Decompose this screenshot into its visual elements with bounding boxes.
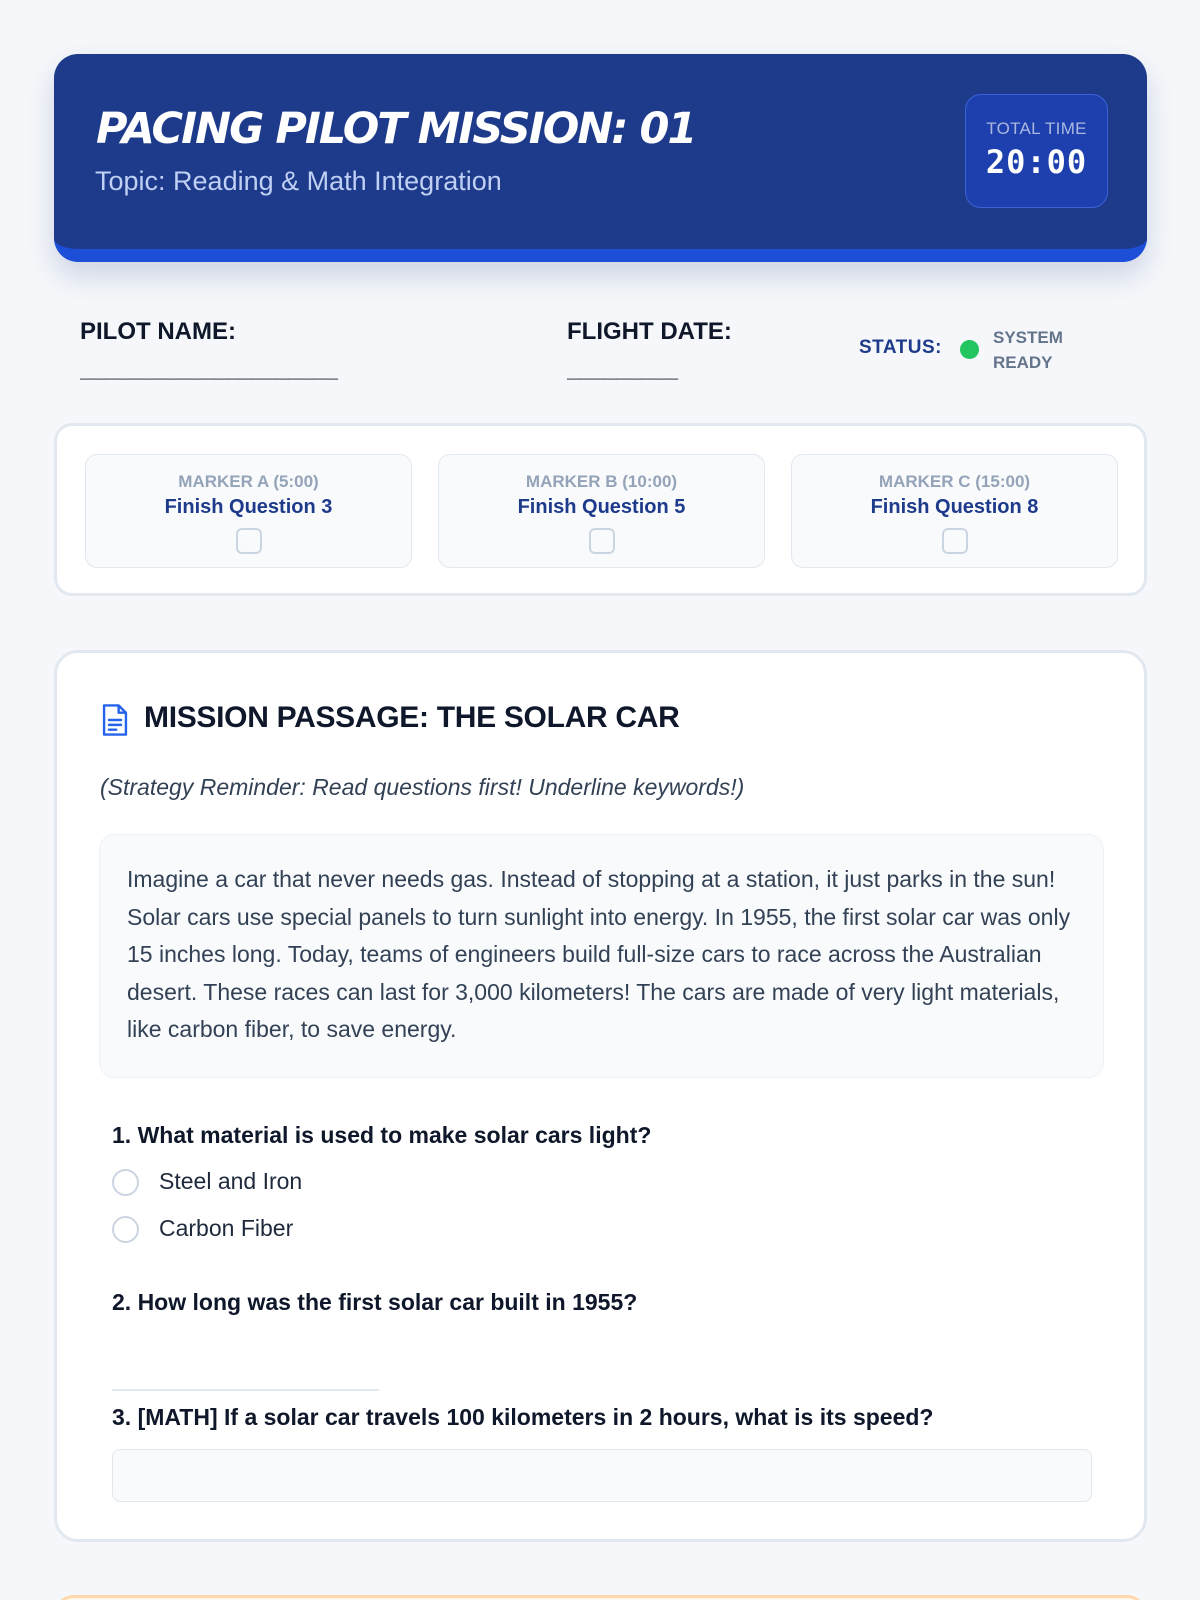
mission-title: PACING PILOT MISSION: 01	[96, 104, 696, 154]
status-indicator-dot	[960, 340, 979, 359]
passage-title: MISSION PASSAGE: THE SOLAR CAR	[144, 701, 680, 734]
radio-button[interactable]	[112, 1216, 139, 1243]
pilot-name-line[interactable]: _____________________	[80, 355, 338, 380]
marker-c-label: MARKER C (15:00)	[878, 472, 1031, 491]
marker-a-label: MARKER A (5:00)	[178, 472, 319, 491]
strategy-reminder: (Strategy Reminder: Read questions first! Underline keywords!)	[100, 774, 745, 800]
pilot-name-label: PILOT NAME:	[80, 318, 236, 345]
flight-date-line[interactable]: _________	[567, 355, 678, 380]
marker-b-card	[438, 454, 765, 568]
passage-box	[99, 834, 1104, 1078]
document-icon	[100, 703, 130, 737]
mission-topic: Topic: Reading & Math Integration	[95, 166, 502, 196]
next-section-panel	[54, 1595, 1147, 1600]
q2-answer-input[interactable]	[112, 1361, 379, 1391]
pacing-markers-panel	[54, 423, 1147, 596]
marker-b-label: MARKER B (10:00)	[525, 472, 678, 491]
total-time-value: 20:00	[985, 143, 1088, 181]
marker-c-task: Finish Question 8	[870, 496, 1039, 518]
passage-text: Imagine a car that never needs gas. Instead of stopping at a station, it just parks in the sun! Solar cars use special panels to turn sunlight into energy. In 1955, the first solar car was only 15 inches long. Today, teams of engineers build full-size cars to race across the Australian desert. These races can last for 3,000 kilometers! The cars are made of very light materials, like carbon fiber, to save energy.	[127, 866, 1071, 1043]
question-3: 3. [MATH] If a solar car travels 100 kilometers in 2 hours, what is its speed?	[112, 1404, 934, 1430]
option-label: Steel and Iron	[159, 1168, 303, 1194]
question-2: 2. How long was the first solar car built in 1955?	[112, 1289, 638, 1315]
status-label: STATUS:	[859, 337, 943, 358]
marker-b-checkbox[interactable]	[589, 528, 615, 554]
marker-c-card	[791, 454, 1118, 568]
marker-a-task: Finish Question 3	[164, 496, 333, 518]
radio-button[interactable]	[112, 1169, 139, 1196]
marker-b-task: Finish Question 5	[517, 496, 686, 518]
flight-date-label: FLIGHT DATE:	[567, 318, 732, 345]
marker-a-card	[85, 454, 412, 568]
option-label: Carbon Fiber	[159, 1215, 294, 1241]
marker-c-checkbox[interactable]	[942, 528, 968, 554]
status-text: SYSTEM READY	[993, 328, 1063, 372]
total-time-label: TOTAL TIME	[986, 119, 1087, 138]
mission-passage-card	[54, 650, 1147, 1542]
marker-a-checkbox[interactable]	[236, 528, 262, 554]
mission-header	[54, 54, 1147, 262]
q3-answer-input[interactable]	[112, 1449, 1092, 1502]
total-time-box	[965, 94, 1108, 208]
question-1: 1. What material is used to make solar cars light?	[112, 1122, 652, 1148]
